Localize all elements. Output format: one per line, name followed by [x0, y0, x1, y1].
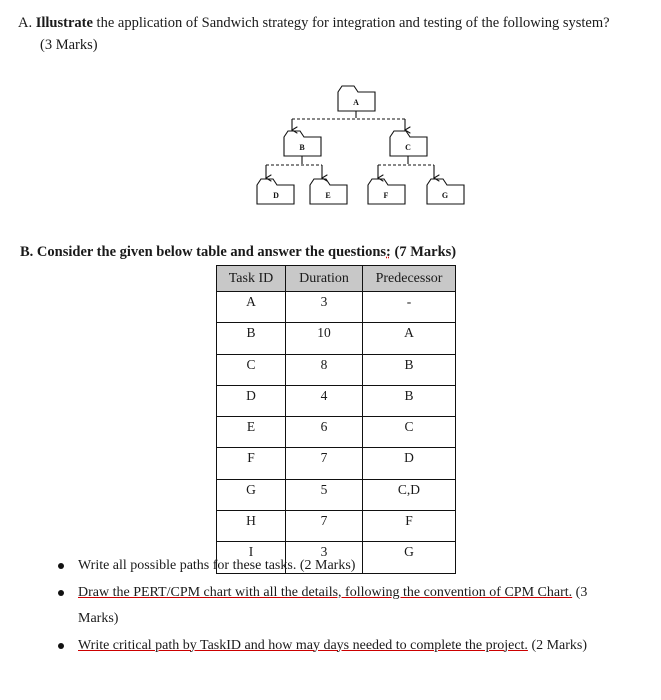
cell-predecessor: C,D [363, 479, 456, 510]
question-a-marks: (3 Marks) [40, 37, 98, 53]
cell-predecessor: G [363, 542, 456, 573]
cell-predecessor: A [363, 323, 456, 354]
cell-predecessor: - [363, 292, 456, 323]
cell-predecessor: D [363, 448, 456, 479]
header-duration: Duration [286, 266, 363, 292]
cell-duration: 4 [286, 385, 363, 416]
header-predecessor: Predecessor [363, 266, 456, 292]
question-b-text: B. Consider the given below table and answer the questions [20, 244, 387, 260]
table-header-row [217, 266, 456, 292]
module-label-e: E [325, 191, 331, 200]
question-a-number: A. [18, 15, 33, 31]
table-row [217, 385, 456, 416]
question-bullets [56, 553, 596, 659]
bullet-item [56, 553, 596, 580]
cell-duration: 3 [286, 292, 363, 323]
bullet-item [56, 580, 596, 633]
connector-a-to-bc [292, 111, 405, 130]
header-task-id: Task ID [217, 266, 286, 292]
cell-duration: 7 [286, 511, 363, 542]
module-label-f: F [383, 191, 389, 200]
bullet-dot-icon [58, 590, 64, 596]
question-a [18, 12, 654, 56]
cell-duration: 8 [286, 354, 363, 385]
bullet-dot-icon [58, 563, 64, 569]
cell-task-id: A [217, 292, 286, 323]
cell-predecessor: B [363, 354, 456, 385]
cell-task-id: F [217, 448, 286, 479]
question-b [20, 244, 456, 261]
bullet-item [56, 633, 596, 660]
cell-task-id: C [217, 354, 286, 385]
cell-task-id: H [217, 511, 286, 542]
table-row [217, 511, 456, 542]
module-label-a: A [353, 98, 359, 107]
cell-duration: 10 [286, 323, 363, 354]
table-row [217, 448, 456, 479]
bullet-marks: (3 Marks) [78, 584, 588, 626]
table-row [217, 479, 456, 510]
cell-task-id: G [217, 479, 286, 510]
bullet-marks: (2 Marks) [527, 637, 588, 653]
cell-predecessor: F [363, 511, 456, 542]
cell-task-id: B [217, 323, 286, 354]
question-b-colon: : [386, 244, 391, 260]
table-row [217, 354, 456, 385]
module-label-g: G [441, 191, 449, 200]
cell-duration: 3 [286, 542, 363, 573]
task-table [216, 265, 456, 574]
bullet-dot-icon [58, 643, 64, 649]
module-hierarchy-diagram [250, 78, 475, 213]
table-row [217, 292, 456, 323]
connector-c-to-fg [378, 156, 434, 178]
table-row [217, 417, 456, 448]
cell-task-id: E [217, 417, 286, 448]
bullet-text: Write critical path by TaskID and how may days needed to complete the project. [78, 637, 528, 653]
connector-b-to-de [266, 156, 322, 178]
question-a-keyword: Illustrate [35, 15, 93, 31]
cell-predecessor: C [363, 417, 456, 448]
bullet-text: Write all possible paths for these tasks. (2 Marks) [78, 558, 356, 573]
module-label-d: D [273, 191, 279, 200]
table-row [217, 323, 456, 354]
module-label-b: B [299, 143, 305, 152]
bullet-text: Draw the PERT/CPM chart with all the details, following the convention of CPM Chart. [78, 584, 573, 600]
question-a-text: the application of Sandwich strategy for integration and testing of the following system? [92, 15, 610, 31]
cell-duration: 5 [286, 479, 363, 510]
cell-duration: 6 [286, 417, 363, 448]
cell-duration: 7 [286, 448, 363, 479]
cell-task-id: D [217, 385, 286, 416]
module-label-c: C [405, 143, 411, 152]
cell-predecessor: B [363, 385, 456, 416]
question-b-marks: (7 Marks) [390, 244, 457, 260]
cell-task-id: I [217, 542, 286, 573]
